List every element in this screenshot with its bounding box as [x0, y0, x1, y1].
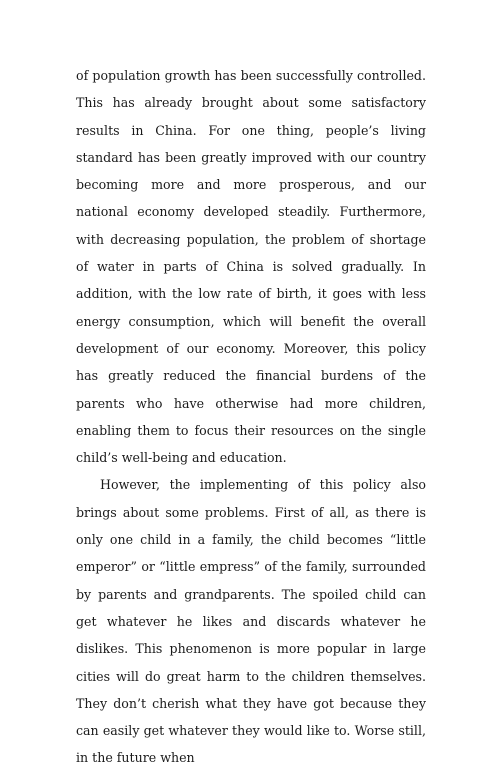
paragraph-2: However, the implementing of this policy also brings about some problems. First of all, as there is only one child in a family, the child becomes “little emperor” or “little empress” of the family, surrounded by parents and grandparents. The spoiled child can get whatever he likes and discards whatever he dislikes. This phenomenon is more popular in large cities will do great harm to the children themselves. They don’t cherish what they have got because they can easily get whatever they would like to. Worse still, in the future when	[76, 477, 426, 766]
paragraph-1: of population growth has been successfully controlled. This has already brought about some satisfactory results in China. For one thing, people’s living standard has been greatly improved with our country becoming more and more prosperous, and our national economy developed steadily. Furthermore, with decreasing population, the problem of shortage of water in parts of China is solved gradually. In addition, with the low rate of birth, it goes with less energy consumption, which will benefit the overall development of our economy. Moreover, this policy has greatly reduced the financial burdens of the parents who have otherwise had more children, enabling them to focus their resources on the single child’s well-being and education.	[76, 68, 426, 466]
body-text	[76, 62, 426, 772]
